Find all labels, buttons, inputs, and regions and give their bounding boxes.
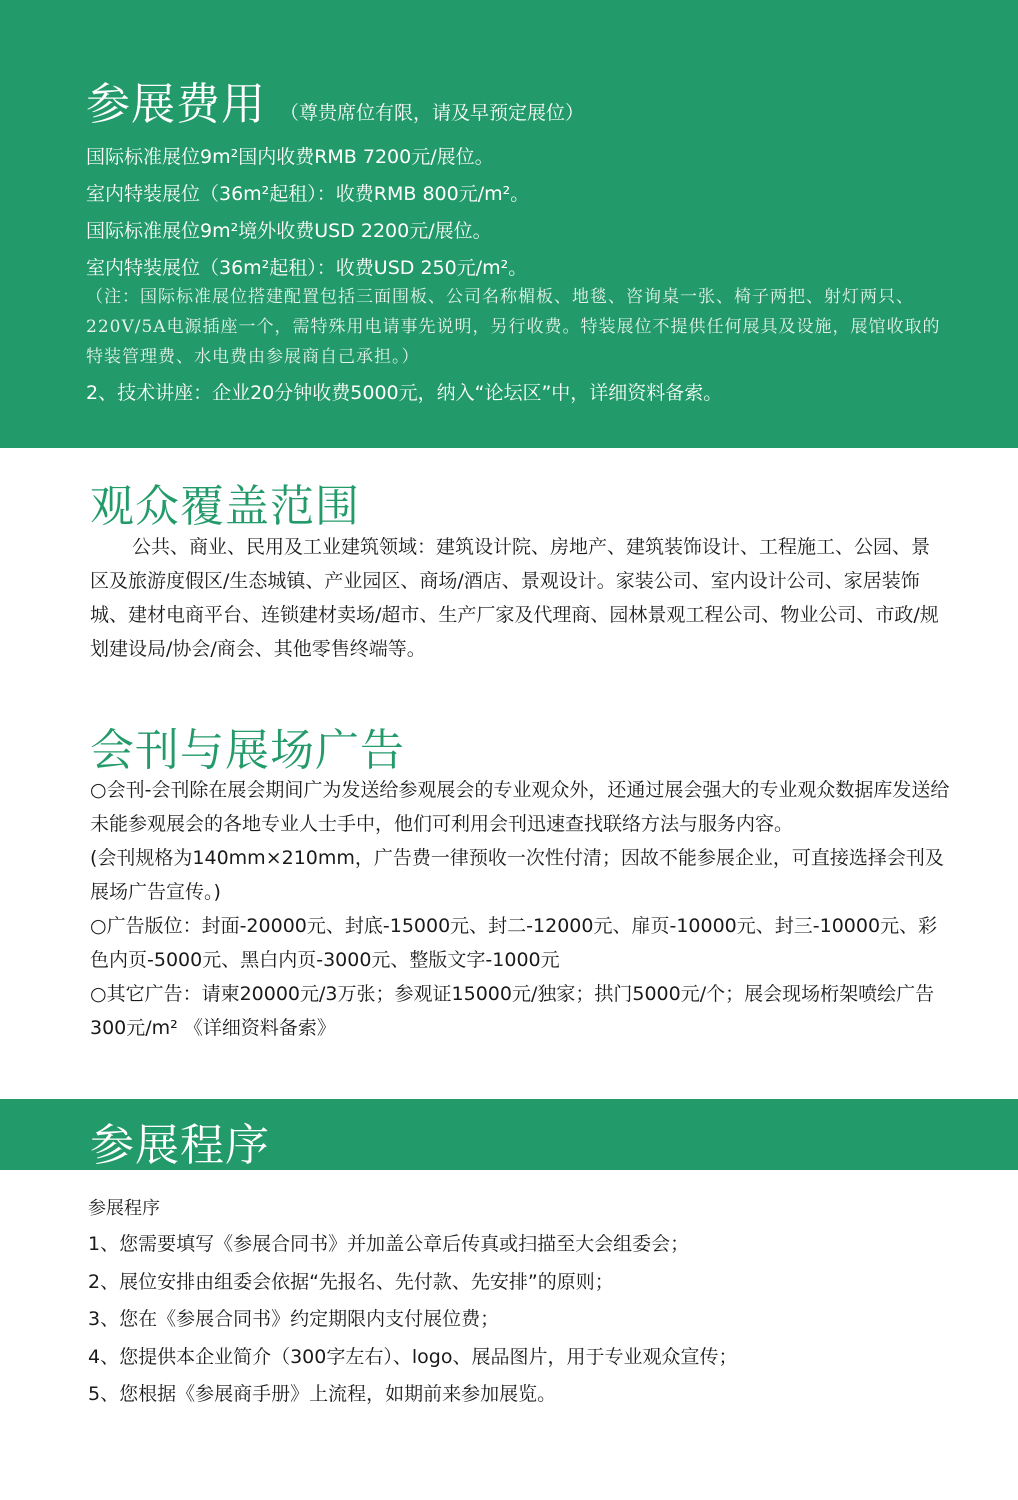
fee-line-domestic-special: 室内特装展位（36m²起租）：收费RMB 800元/m²。 — [86, 183, 530, 205]
process-step-1: 1、您需要填写《参展合同书》并加盖公章后传真或扫描至大会组委会； — [88, 1233, 690, 1255]
ads-paragraph-catalog: ○会刊-会刊除在展会期间广为发送给参观展会的专业观众外，还通过展会强大的专业观众数据库发送给未能参观展会的各地专业人士手中，他们可利用会刊迅速查找联络方法与服务内容。 — [90, 779, 950, 835]
process-step-4: 4、您提供本企业简介（300字左右）、logo、展品图片，用于专业观众宣传； — [88, 1345, 738, 1368]
audience-title: 观众覆盖范围 — [90, 481, 360, 532]
fees-section — [0, 0, 1018, 448]
process-title: 参展程序 — [90, 1120, 270, 1171]
process-step-2: 2、展位安排由组委会依据“先报名、先付款、先安排”的原则； — [88, 1270, 614, 1293]
process-heading: 参展程序 — [88, 1198, 160, 1219]
ads-title: 会刊与展场广告 — [90, 725, 405, 776]
fee-line-domestic-standard: 国际标准展位9m²国内收费RMB 7200元/展位。 — [86, 146, 494, 168]
audience-paragraph: 公共、商业、民用及工业建筑领域：建筑设计院、房地产、建筑装饰设计、工程施工、公园、景区及旅游度假区/生态城镇、产业园区、商场/酒店、景观设计。家装公司、室内设计公司、家居装饰城、建材电商平台、连锁建材卖场/超市、生产厂家及代理商、园林景观工程公司、物业公司、市政/规划建设局/协会/商会、其他零售终端等。 — [90, 536, 939, 660]
ads-content — [90, 773, 950, 1045]
lecture-fee-line: 2、技术讲座：企业20分钟收费5000元，纳入“论坛区”中，详细资料备索。 — [86, 382, 723, 404]
ads-paragraph-positions: ○广告版位：封面-20000元、封底-15000元、封二-12000元、扉页-10000元、封三-10000元、彩色内页-5000元、黑白内页-3000元、整版文字-1000元 — [90, 915, 938, 971]
fees-title-note: （尊贵席位有限，请及早预定展位） — [280, 102, 585, 124]
process-step-5: 5、您根据《参展商手册》上流程，如期前来参加展览。 — [88, 1383, 557, 1405]
ads-paragraph-other: ○其它广告：请柬20000元/3万张；参观证15000元/独家；拱门5000元/个；展会现场桁架喷绘广告300元/m² 《详细资料备索》 — [90, 983, 935, 1039]
fee-line-overseas-standard: 国际标准展位9m²境外收费USD 2200元/展位。 — [86, 220, 492, 242]
fees-title-row — [86, 68, 584, 132]
process-steps — [88, 1192, 968, 1414]
process-band — [0, 1099, 1018, 1170]
fee-line-overseas-special: 室内特装展位（36m²起租）：收费USD 250元/m²。 — [86, 257, 528, 279]
audience-text — [90, 530, 940, 666]
ads-paragraph-spec: (会刊规格为140mm×210mm，广告费一律预收一次性付清；因故不能参展企业，可直接选择会刊及展场广告宣传。) — [90, 847, 944, 903]
fees-title: 参展费用 — [86, 79, 266, 130]
process-step-3: 3、您在《参展合同书》约定期限内支付展位费； — [88, 1308, 500, 1330]
fees-note: （注：国际标准展位搭建配置包括三面围板、公司名称楣板、地毯、咨询桌一张、椅子两把、射灯两只、220V/5A电源插座一个，需特殊用电请事先说明，另行收费。特装展位不提供任何展具及设施，展馆收取的特装管理费、水电费由参展商自己承担。） — [86, 287, 941, 367]
